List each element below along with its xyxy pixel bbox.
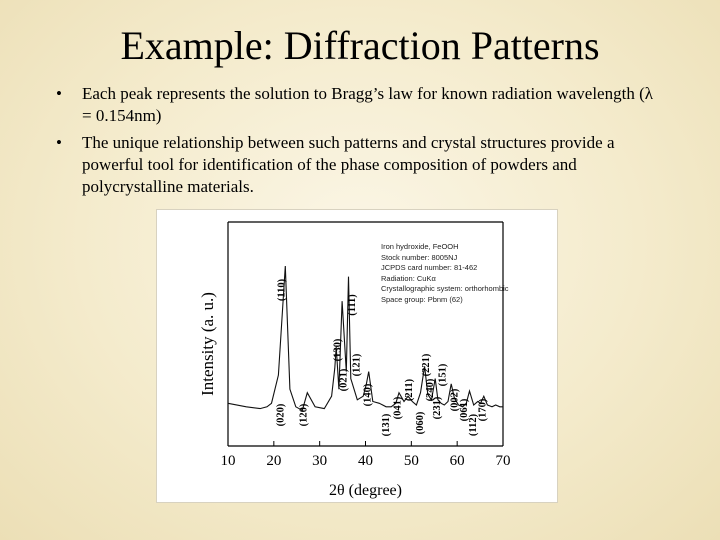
peak-label: (131): [381, 413, 393, 437]
peak-label: (140): [362, 383, 374, 407]
peak-label: (221): [421, 353, 433, 377]
peak-label: (021): [338, 368, 350, 392]
slide-title: Example: Diffraction Patterns: [120, 23, 600, 68]
bullet-item: [56, 132, 656, 198]
x-tick-label: 30: [312, 453, 328, 469]
peak-label: (151): [437, 363, 449, 387]
xrd-figure: [156, 209, 558, 503]
x-tick-label: 70: [495, 453, 511, 469]
legend-line: Radiation: CuKα: [381, 273, 436, 283]
figure-legend: [381, 242, 557, 306]
bullet-text: Each peak represents the solution to Bragg’s law for known radiation wavelength (λ = 0.154nm): [82, 84, 653, 125]
x-tick-label: 10: [220, 453, 236, 469]
peak-label: (020): [275, 403, 287, 427]
peak-label: (120): [298, 403, 310, 427]
peak-label: (211): [404, 378, 416, 402]
peak-label: (110): [276, 278, 288, 302]
bullet-text: The unique relationship between such patterns and crystal structures provide a powerful tool for identification of the phase composition of powders and polycrystalline materials.: [82, 133, 615, 196]
y-axis-title: Intensity (a. u.): [198, 292, 217, 396]
peak-label: (121): [351, 353, 363, 377]
peak-label: (112): [467, 413, 479, 437]
peak-label: (041): [392, 396, 404, 420]
legend-line: Crystallographic system: orthorhombic: [381, 284, 509, 294]
x-tick-label: 20: [266, 453, 282, 469]
peak-label: (240): [425, 378, 437, 402]
legend-line: JCPDS card number: 81-462: [381, 263, 478, 273]
peak-label: (231): [432, 396, 444, 420]
peak-label: (111): [346, 294, 358, 316]
bullet-marker: •: [56, 84, 62, 103]
legend-line: Stock number: 8005NJ: [381, 252, 458, 262]
x-axis-title: 2θ (degree): [329, 482, 402, 499]
peak-label: (061): [459, 398, 471, 422]
peak-label: (170): [477, 398, 489, 422]
x-tick-label: 60: [449, 453, 465, 469]
bullet-marker: •: [56, 133, 62, 152]
peak-label: (002): [449, 388, 461, 412]
bullet-item: [56, 83, 656, 127]
peak-label: (060): [415, 411, 427, 435]
x-tick-label: 50: [403, 453, 419, 469]
peak-label: (130): [332, 338, 344, 362]
legend-line: Iron hydroxide, FeOOH: [381, 242, 459, 251]
legend-line: Space group: Pbnm (62): [381, 294, 463, 304]
x-tick-label: 40: [358, 453, 373, 469]
bullet-list: [56, 83, 656, 203]
